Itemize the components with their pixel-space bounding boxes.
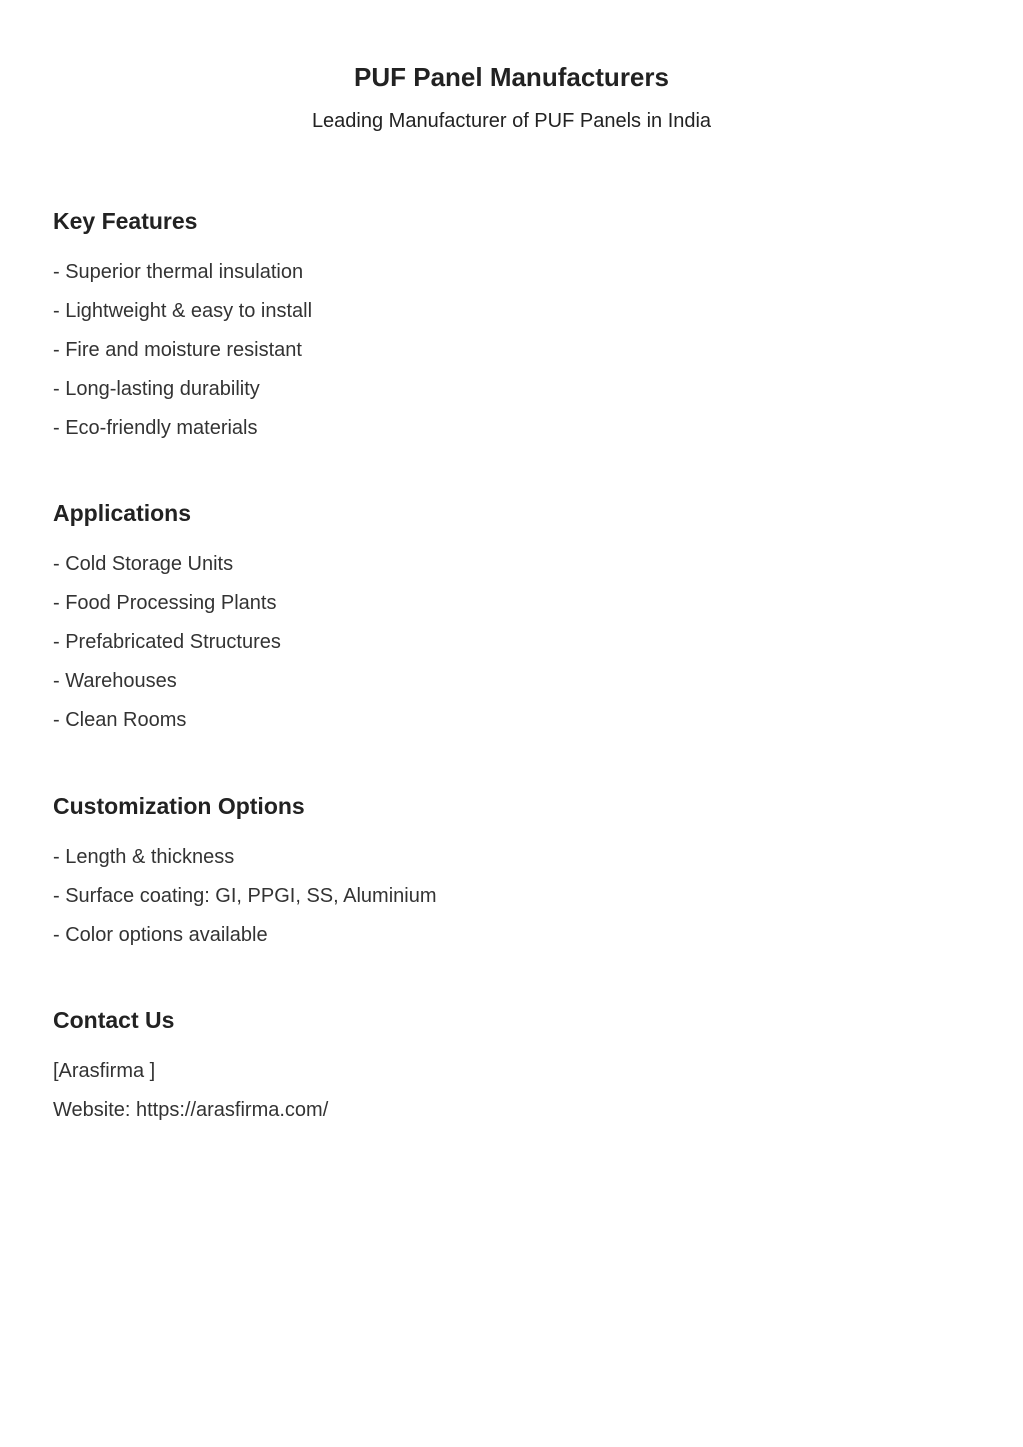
- contact-website: Website: https://arasfirma.com/: [53, 1099, 329, 1121]
- list-item: - Cold Storage Units: [53, 553, 234, 575]
- section-heading-key-features: Key Features: [53, 208, 198, 234]
- section-heading-applications: Applications: [53, 500, 192, 526]
- list-item: - Clean Rooms: [53, 709, 187, 731]
- section-heading-customization-options: Customization Options: [53, 793, 305, 819]
- list-item: - Superior thermal insulation: [53, 261, 304, 283]
- page-title: PUF Panel Manufacturers: [354, 62, 669, 92]
- list-item: - Food Processing Plants: [53, 592, 277, 614]
- contact-company-name: [Arasfirma ]: [53, 1060, 156, 1082]
- section-heading-contact-us: Contact Us: [53, 1007, 175, 1033]
- page-subtitle: Leading Manufacturer of PUF Panels in India: [311, 110, 712, 132]
- list-item: - Fire and moisture resistant: [53, 339, 302, 361]
- list-item: - Color options available: [53, 924, 268, 946]
- list-item: - Warehouses: [53, 670, 177, 692]
- list-item: - Eco-friendly materials: [53, 417, 258, 439]
- list-item: - Lightweight & easy to install: [53, 300, 313, 322]
- list-item: - Long-lasting durability: [53, 378, 260, 400]
- list-item: - Surface coating: GI, PPGI, SS, Aluminium: [53, 885, 437, 907]
- list-item: - Length & thickness: [53, 846, 235, 868]
- list-item: - Prefabricated Structures: [53, 631, 281, 653]
